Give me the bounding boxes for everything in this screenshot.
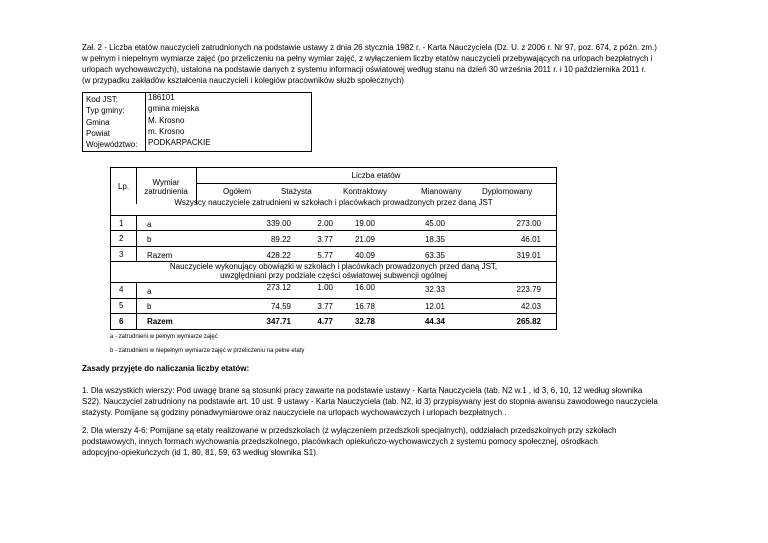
cell-value: 32.33 [424,285,445,294]
section-2-subtitle: uwzględniani przy podziale części oświatowej subwencji ogólnej [220,271,447,280]
cell-value: 347.71 [266,317,291,326]
rules-line: adopcyjno-opiekuńczych (id 1, 80, 81, 59, 63 według słownika S1). [82,448,319,457]
cell-value: 74.59 [270,302,291,311]
table-rule [111,298,556,299]
cell-value: 12.01 [424,302,445,311]
kod-jst-value: 186101 [148,93,175,102]
section-1-title: Wszyscy nauczyciele zatrudnieni w szkołach i placówkach prowadzonych przez daną JST [174,198,493,207]
rules-paragraph-2 [82,425,722,458]
cell-value: 44.34 [424,317,445,326]
wojewodztwo-value: PODKARPACKIE [148,138,211,147]
table-rule [136,215,137,261]
row-wymiar: Razem [147,317,173,326]
header-line: urlopach wychowawczych), ustalona na podstawie danych z systemu informacji oświatowej według stanu na dzień 30 września 2011 r. i 10 października 2011 r. [82,65,647,74]
wojewodztwo-label: Województwo: [86,140,138,149]
header-line: w pełnym i niepełnym wymiarze zajęć (po przeliczeniu na pełny wymiar zajęć, z wyłączeniem liczby etatów nauczycieli przebywających na urlopach bezpłatnych i [82,54,653,63]
cell-value: 273.12 [266,283,291,292]
header-line: (w przypadku zakładów kształcenia nauczycieli i kolegiów pracowników służb społecznych) [82,76,404,85]
kod-jst-label: Kod JST: [86,95,119,104]
powiat-label: Powiat [86,129,111,138]
typ-gminy-label: Typ gminy: [86,106,125,115]
cell-value: 1.00 [317,283,333,292]
info-divider [145,93,146,151]
row-lp: 6 [119,317,124,326]
col-stazysta-header: Stażysta [281,187,312,196]
table-rule [111,230,556,231]
rules-line: 1. Dla wszystkich wierszy: Pod uwagę brane są stosunki pracy zawarte na podstawie ustawy - Karta Nauczyciela (tab. N2 w.1 , id 3, 6, 10, 12 według słownika [82,386,643,395]
cell-value: 32.78 [354,317,375,326]
footnote-a: a - zatrudnieni w pełnym wymiarze zajęć [110,334,218,340]
gmina-value: M. Krosno [148,116,185,125]
rules-line: 2. Dla wierszy 4-6: Pomijane są etaty realizowane w przedszkolach (z wyłączeniem przedszkoli specjalnych), oddziałach przedszkolnych przy szkołach [82,426,617,435]
document-header [82,42,712,86]
col-liczba-etatow-header: Liczba etatów [351,171,401,180]
cell-value: 4.77 [317,317,333,326]
col-dyplomowany-header: Dyplomowany [482,187,533,196]
etaty-table [110,167,557,330]
table-rule [136,282,137,329]
footnote-b: b - zatrudnieni w niepełnym wymiarze zajęć w przeliczeniu na pełne etaty [110,348,305,354]
table-rule [111,313,556,314]
row-wymiar: b [147,302,152,311]
cell-value: 42.03 [520,302,541,311]
row-wymiar: b [147,235,152,244]
cell-value: 46.01 [520,235,541,244]
cell-value: 21.09 [354,235,375,244]
section-2-title: Nauczyciele wykonujący obowiązki w szkołach i placówkach prowadzonych przed daną JST, [169,262,498,271]
cell-value: 428.22 [266,251,291,260]
cell-value: 265.82 [516,317,541,326]
cell-value: 45.00 [424,219,445,228]
row-lp: 3 [119,250,124,259]
typ-gminy-value: gmina miejska [148,104,200,113]
rules-line: stażysty. Pomijane są godziny ponadwymiarowe oraz nauczyciele na urlopach wychowawczych i urlopach bezpłatnych . [82,408,507,417]
info-box [82,92,312,152]
col-wymiar-header: Wymiar [152,178,180,187]
cell-value: 2.00 [317,219,333,228]
cell-value: 16.00 [354,283,375,292]
row-wymiar: Razem [147,251,173,260]
col-kontraktowy-header: Kontraktowy [343,187,388,196]
col-lp-header: Lp. [117,182,130,191]
header-line: Zał. 2 - Liczba etatów nauczycieli zatrudnionych na podstawie ustawy z dnia 26 stycznia 1982 r. - Karta Nauczyciela (Dz. U. z 2006 r. Nr 97, poz. 674, z późn. zm.) [82,43,657,52]
cell-value: 89.22 [270,235,291,244]
cell-value: 273.00 [516,219,541,228]
cell-value: 63.35 [424,251,445,260]
row-lp: 4 [119,285,124,294]
cell-value: 339.00 [266,219,291,228]
col-ogolem-header: Ogółem [223,187,252,196]
rules-title: Zasady przyjęte do naliczania liczby etatów: [82,364,250,373]
gmina-label: Gmina [86,118,110,127]
row-lp: 5 [119,301,124,310]
row-lp: 1 [119,219,124,228]
cell-value: 16.78 [354,302,375,311]
rules-paragraph-1 [82,385,722,418]
cell-value: 40.09 [354,251,375,260]
cell-value: 5.77 [317,251,333,260]
cell-value: 223.79 [516,285,541,294]
table-rule [111,215,556,216]
table-rule [196,183,556,184]
row-lp: 2 [119,234,124,243]
col-wymiar-header: zatrudnienia [144,187,188,196]
col-mianowany-header: Mianowany [421,187,462,196]
cell-value: 3.77 [317,235,333,244]
powiat-value: m. Krosno [148,127,185,136]
rules-line: podstawowych, innych formach wychowania przedszkolnego, placówkach opiekuńczo-wychowawczych z systemu pomocy społecznej, ośrodkach [82,437,598,446]
table-rule [111,246,556,247]
rules-line: S22). Nauczyciel zatrudniony na podstawie art. 10 ust. 9 ustawy - Karta Nauczyciela (tab. N2, id 3) przypisywany jest do stopnia awansu zawodowego nauczyciela [82,397,658,406]
cell-value: 19.00 [354,219,375,228]
cell-value: 3.77 [317,302,333,311]
row-wymiar: a [147,220,152,229]
cell-value: 18.35 [424,235,445,244]
row-wymiar: a [147,287,152,296]
cell-value: 319.01 [516,251,541,260]
